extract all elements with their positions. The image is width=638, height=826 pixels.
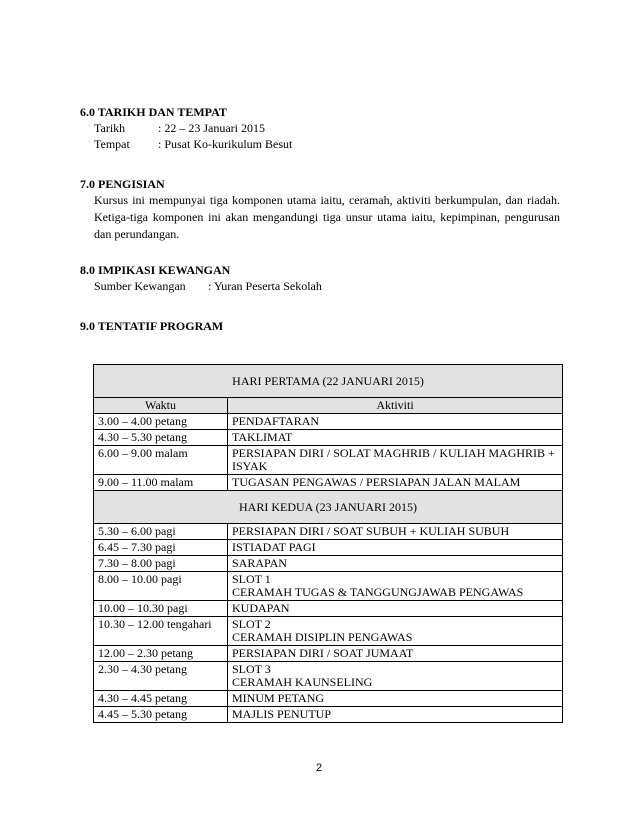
time-cell: 7.30 – 8.00 pagi — [94, 556, 228, 572]
day2-title: HARI KEDUA (23 JANUARI 2015) — [94, 491, 563, 524]
tarikh-label: Tarikh — [94, 121, 126, 135]
activity-cell — [228, 617, 563, 646]
time-cell: 5.30 – 6.00 pagi — [94, 524, 228, 540]
activity-subtext: CERAMAH DISIPLIN PENGAWAS — [232, 630, 413, 644]
table-row — [94, 601, 563, 617]
time-cell: 10.30 – 12.00 tengahari — [94, 617, 228, 646]
activity-text: ISTIADAT PAGI — [232, 540, 316, 554]
time-cell: 6.45 – 7.30 pagi — [94, 540, 228, 556]
activity-text: MAJLIS PENUTUP — [232, 707, 332, 721]
table-row — [94, 662, 563, 691]
table-header-row — [94, 398, 563, 414]
tarikh-value: : 22 – 23 Januari 2015 — [158, 121, 265, 135]
activity-text: PERSIAPAN DIRI / SOLAT MAGHRIB / KULIAH MAGHRIB + ISYAK — [232, 446, 555, 473]
activity-text: TAKLIMAT — [232, 430, 293, 444]
time-cell: 2.30 – 4.30 petang — [94, 662, 228, 691]
section-title: 8.0 IMPIKASI KEWANGAN — [80, 263, 231, 277]
table-row — [94, 475, 563, 491]
activity-cell — [228, 646, 563, 662]
table-row — [94, 707, 563, 723]
table-row — [94, 572, 563, 601]
activity-text: SLOT 3 — [232, 662, 271, 676]
activity-text: TUGASAN PENGAWAS / PERSIAPAN JALAN MALAM — [232, 475, 521, 489]
time-cell: 6.00 – 9.00 malam — [94, 446, 228, 475]
activity-text: SLOT 2 — [232, 617, 271, 631]
table-row — [94, 617, 563, 646]
table-row — [94, 556, 563, 572]
tarikh-row — [94, 120, 560, 136]
activity-cell — [228, 572, 563, 601]
tempat-row — [94, 136, 560, 152]
activity-cell — [228, 446, 563, 475]
time-cell: 4.30 – 4.45 petang — [94, 691, 228, 707]
col-header-time: Waktu — [94, 398, 228, 414]
section-impikasi-kewangan — [80, 262, 560, 294]
table-row — [94, 540, 563, 556]
sumber-kewangan-label: Sumber Kewangan — [94, 279, 186, 293]
activity-text: KUDAPAN — [232, 601, 290, 615]
activity-cell — [228, 524, 563, 540]
day2-title-row — [94, 491, 563, 524]
activity-cell — [228, 601, 563, 617]
tempat-value: : Pusat Ko-kurikulum Besut — [158, 137, 293, 151]
activity-subtext: CERAMAH KAUNSELING — [232, 675, 373, 689]
section-title: 7.0 PENGISIAN — [80, 177, 165, 191]
activity-cell — [228, 475, 563, 491]
section-tarikh-tempat — [80, 104, 560, 152]
tempat-label: Tempat — [94, 137, 130, 151]
activity-cell — [228, 691, 563, 707]
table-row — [94, 430, 563, 446]
section-pengisian — [80, 176, 560, 243]
activity-text: MINUM PETANG — [232, 691, 325, 705]
page-number: 2 — [315, 762, 323, 774]
activity-text: PERSIAPAN DIRI / SOAT JUMAAT — [232, 646, 414, 660]
time-cell: 10.00 – 10.30 pagi — [94, 601, 228, 617]
time-cell: 8.00 – 10.00 pagi — [94, 572, 228, 601]
table-row — [94, 646, 563, 662]
section-tentatif-program — [80, 318, 560, 334]
activity-cell — [228, 540, 563, 556]
table-row — [94, 524, 563, 540]
activity-text: PENDAFTARAN — [232, 414, 320, 428]
col-header-activity: Aktiviti — [228, 398, 563, 414]
time-cell: 3.00 – 4.00 petang — [94, 414, 228, 430]
activity-cell — [228, 662, 563, 691]
activity-cell — [228, 430, 563, 446]
activity-cell — [228, 707, 563, 723]
activity-cell — [228, 556, 563, 572]
section-title: 6.0 TARIKH DAN TEMPAT — [80, 105, 227, 119]
time-cell: 4.30 – 5.30 petang — [94, 430, 228, 446]
sumber-kewangan-row — [94, 278, 560, 294]
activity-text: SLOT 1 — [232, 572, 271, 586]
table-row — [94, 446, 563, 475]
activity-text: SARAPAN — [232, 556, 287, 570]
time-cell: 4.45 – 5.30 petang — [94, 707, 228, 723]
pengisian-text: Kursus ini mempunyai tiga komponen utama iaitu, ceramah, aktiviti berkumpulan, dan riadah. Ketiga-tiga komponen ini akan mengandungi tiga unsur utama iaitu, kepimpinan, pengurusan dan perundangan. — [94, 193, 560, 241]
time-cell: 12.00 – 2.30 petang — [94, 646, 228, 662]
table-row — [94, 414, 563, 430]
activity-subtext: CERAMAH TUGAS & TANGGUNGJAWAB PENGAWAS — [232, 585, 524, 599]
activity-cell — [228, 414, 563, 430]
section-title: 9.0 TENTATIF PROGRAM — [80, 319, 224, 333]
sumber-kewangan-value: : Yuran Peserta Sekolah — [208, 279, 322, 293]
schedule-table — [93, 364, 563, 723]
day1-title-row — [94, 365, 563, 398]
day1-title: HARI PERTAMA (22 JANUARI 2015) — [94, 365, 563, 398]
time-cell: 9.00 – 11.00 malam — [94, 475, 228, 491]
activity-text: PERSIAPAN DIRI / SOAT SUBUH + KULIAH SUBUH — [232, 524, 510, 538]
table-row — [94, 691, 563, 707]
